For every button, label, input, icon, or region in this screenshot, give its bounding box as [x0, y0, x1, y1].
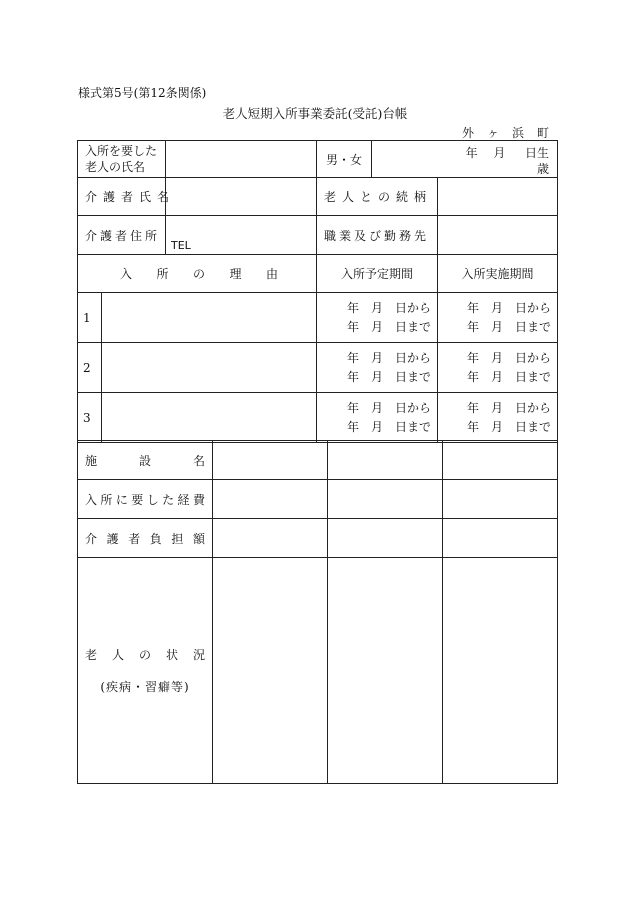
planned-period-field[interactable]: 年 月 日から 年 月 日まで [317, 343, 438, 393]
age-text: 歳 [537, 162, 550, 176]
status-sub-label: (疾病・習癖等) [100, 679, 190, 694]
planned-period-field[interactable]: 年 月 日から 年 月 日まで [317, 393, 438, 443]
caregiver-address-label: 介護者住所 [78, 216, 166, 255]
sex-field[interactable]: 男・女 [317, 141, 372, 178]
burden-field[interactable] [443, 519, 558, 558]
applicant-reason-table [77, 140, 558, 443]
actual-period-field[interactable]: 年 月 日から 年 月 日まで [438, 343, 558, 393]
status-label-char: 人 [111, 647, 124, 662]
burden-label-char: 負 [149, 531, 162, 546]
burden-field[interactable] [328, 519, 443, 558]
cost-label-char: 入 [85, 492, 98, 507]
burden-label-char: 者 [128, 531, 141, 546]
caregiver-name-field[interactable] [166, 178, 317, 216]
burden-field[interactable] [213, 519, 328, 558]
facility-name-row [78, 441, 558, 480]
status-label-char: 況 [192, 647, 205, 662]
occupation-field[interactable] [438, 216, 558, 255]
cost-label-char: 費 [192, 492, 205, 507]
actual-period-field[interactable]: 年 月 日から 年 月 日まで [438, 393, 558, 443]
status-field[interactable] [213, 558, 328, 784]
reason-header-char: 由 [266, 267, 279, 281]
relation-label: 老人との続柄 [317, 178, 438, 216]
burden-label [78, 519, 213, 558]
caregiver-address-field[interactable] [166, 216, 317, 255]
cost-label-char: た [162, 492, 175, 507]
cost-label-char: 経 [177, 492, 190, 507]
reason-row-number: 1 [78, 293, 102, 343]
burden-label-char: 担 [171, 531, 184, 546]
facility-name-field[interactable] [213, 441, 328, 480]
status-label [78, 639, 212, 671]
planned-period-field[interactable]: 年 月 日から 年 月 日まで [317, 293, 438, 343]
reason-header-char: の [193, 267, 206, 281]
elder-name-label [78, 141, 166, 178]
reason-row-number: 3 [78, 393, 102, 443]
occupation-label: 職業及び勤務先 [317, 216, 438, 255]
reason-row-number: 2 [78, 343, 102, 393]
facility-name-label [78, 441, 213, 480]
cost-label [78, 480, 213, 519]
reason-row [78, 293, 558, 343]
reason-field[interactable] [102, 293, 317, 343]
elder-name-label-line1: 入所を要した [85, 144, 158, 158]
cost-row [78, 480, 558, 519]
cost-field[interactable] [213, 480, 328, 519]
relation-field[interactable] [438, 178, 558, 216]
status-row [78, 558, 558, 784]
burden-label-char: 額 [192, 531, 205, 546]
tel-label: TEL [171, 239, 191, 252]
facility-table [77, 440, 558, 784]
actual-period-header: 入所実施期間 [438, 255, 558, 293]
facility-name-label-char: 名 [192, 453, 205, 468]
cost-label-char: 所 [100, 492, 113, 507]
reason-row [78, 393, 558, 443]
caregiver-address-row [78, 216, 558, 255]
cost-field[interactable] [443, 480, 558, 519]
reason-header-char: 理 [229, 267, 242, 281]
reason-row [78, 343, 558, 393]
actual-period-field[interactable]: 年 月 日から 年 月 日まで [438, 293, 558, 343]
status-field[interactable] [328, 558, 443, 784]
status-label-cell [78, 558, 213, 784]
applicant-name-row [78, 141, 558, 178]
facility-name-label-char: 設 [138, 453, 151, 468]
town-name: 外ヶ浜町 [462, 126, 563, 140]
form-number: 様式第5号(第12条関係) [78, 86, 207, 100]
cost-label-char: に [115, 492, 128, 507]
birthdate-text: 年 月 日生 [465, 146, 550, 160]
status-label-char: 老 [85, 647, 98, 662]
caregiver-name-label: 介護者氏名 [78, 178, 166, 216]
facility-name-label-char: 施 [85, 453, 98, 468]
cost-label-char: し [146, 492, 159, 507]
reason-header [78, 255, 317, 293]
reason-field[interactable] [102, 343, 317, 393]
planned-period-header: 入所予定期間 [317, 255, 438, 293]
reason-header-row [78, 255, 558, 293]
burden-label-char: 介 [85, 531, 98, 546]
elder-name-field[interactable] [166, 141, 317, 178]
facility-name-field[interactable] [328, 441, 443, 480]
reason-header-char: 入 [120, 267, 133, 281]
caregiver-name-row [78, 178, 558, 216]
status-label-char: 状 [165, 647, 178, 662]
reason-header-char: 所 [156, 267, 169, 281]
birthdate-age-field[interactable] [372, 141, 558, 178]
reason-field[interactable] [102, 393, 317, 443]
elder-name-label-line2: 老人の氏名 [85, 160, 146, 174]
facility-name-field[interactable] [443, 441, 558, 480]
form-title: 老人短期入所事業委託(受託)台帳 [222, 106, 408, 121]
burden-row [78, 519, 558, 558]
status-field[interactable] [443, 558, 558, 784]
status-label-char: の [138, 647, 151, 662]
cost-field[interactable] [328, 480, 443, 519]
burden-label-char: 護 [106, 531, 119, 546]
cost-label-char: 要 [131, 492, 144, 507]
reason-header-text [78, 265, 316, 282]
